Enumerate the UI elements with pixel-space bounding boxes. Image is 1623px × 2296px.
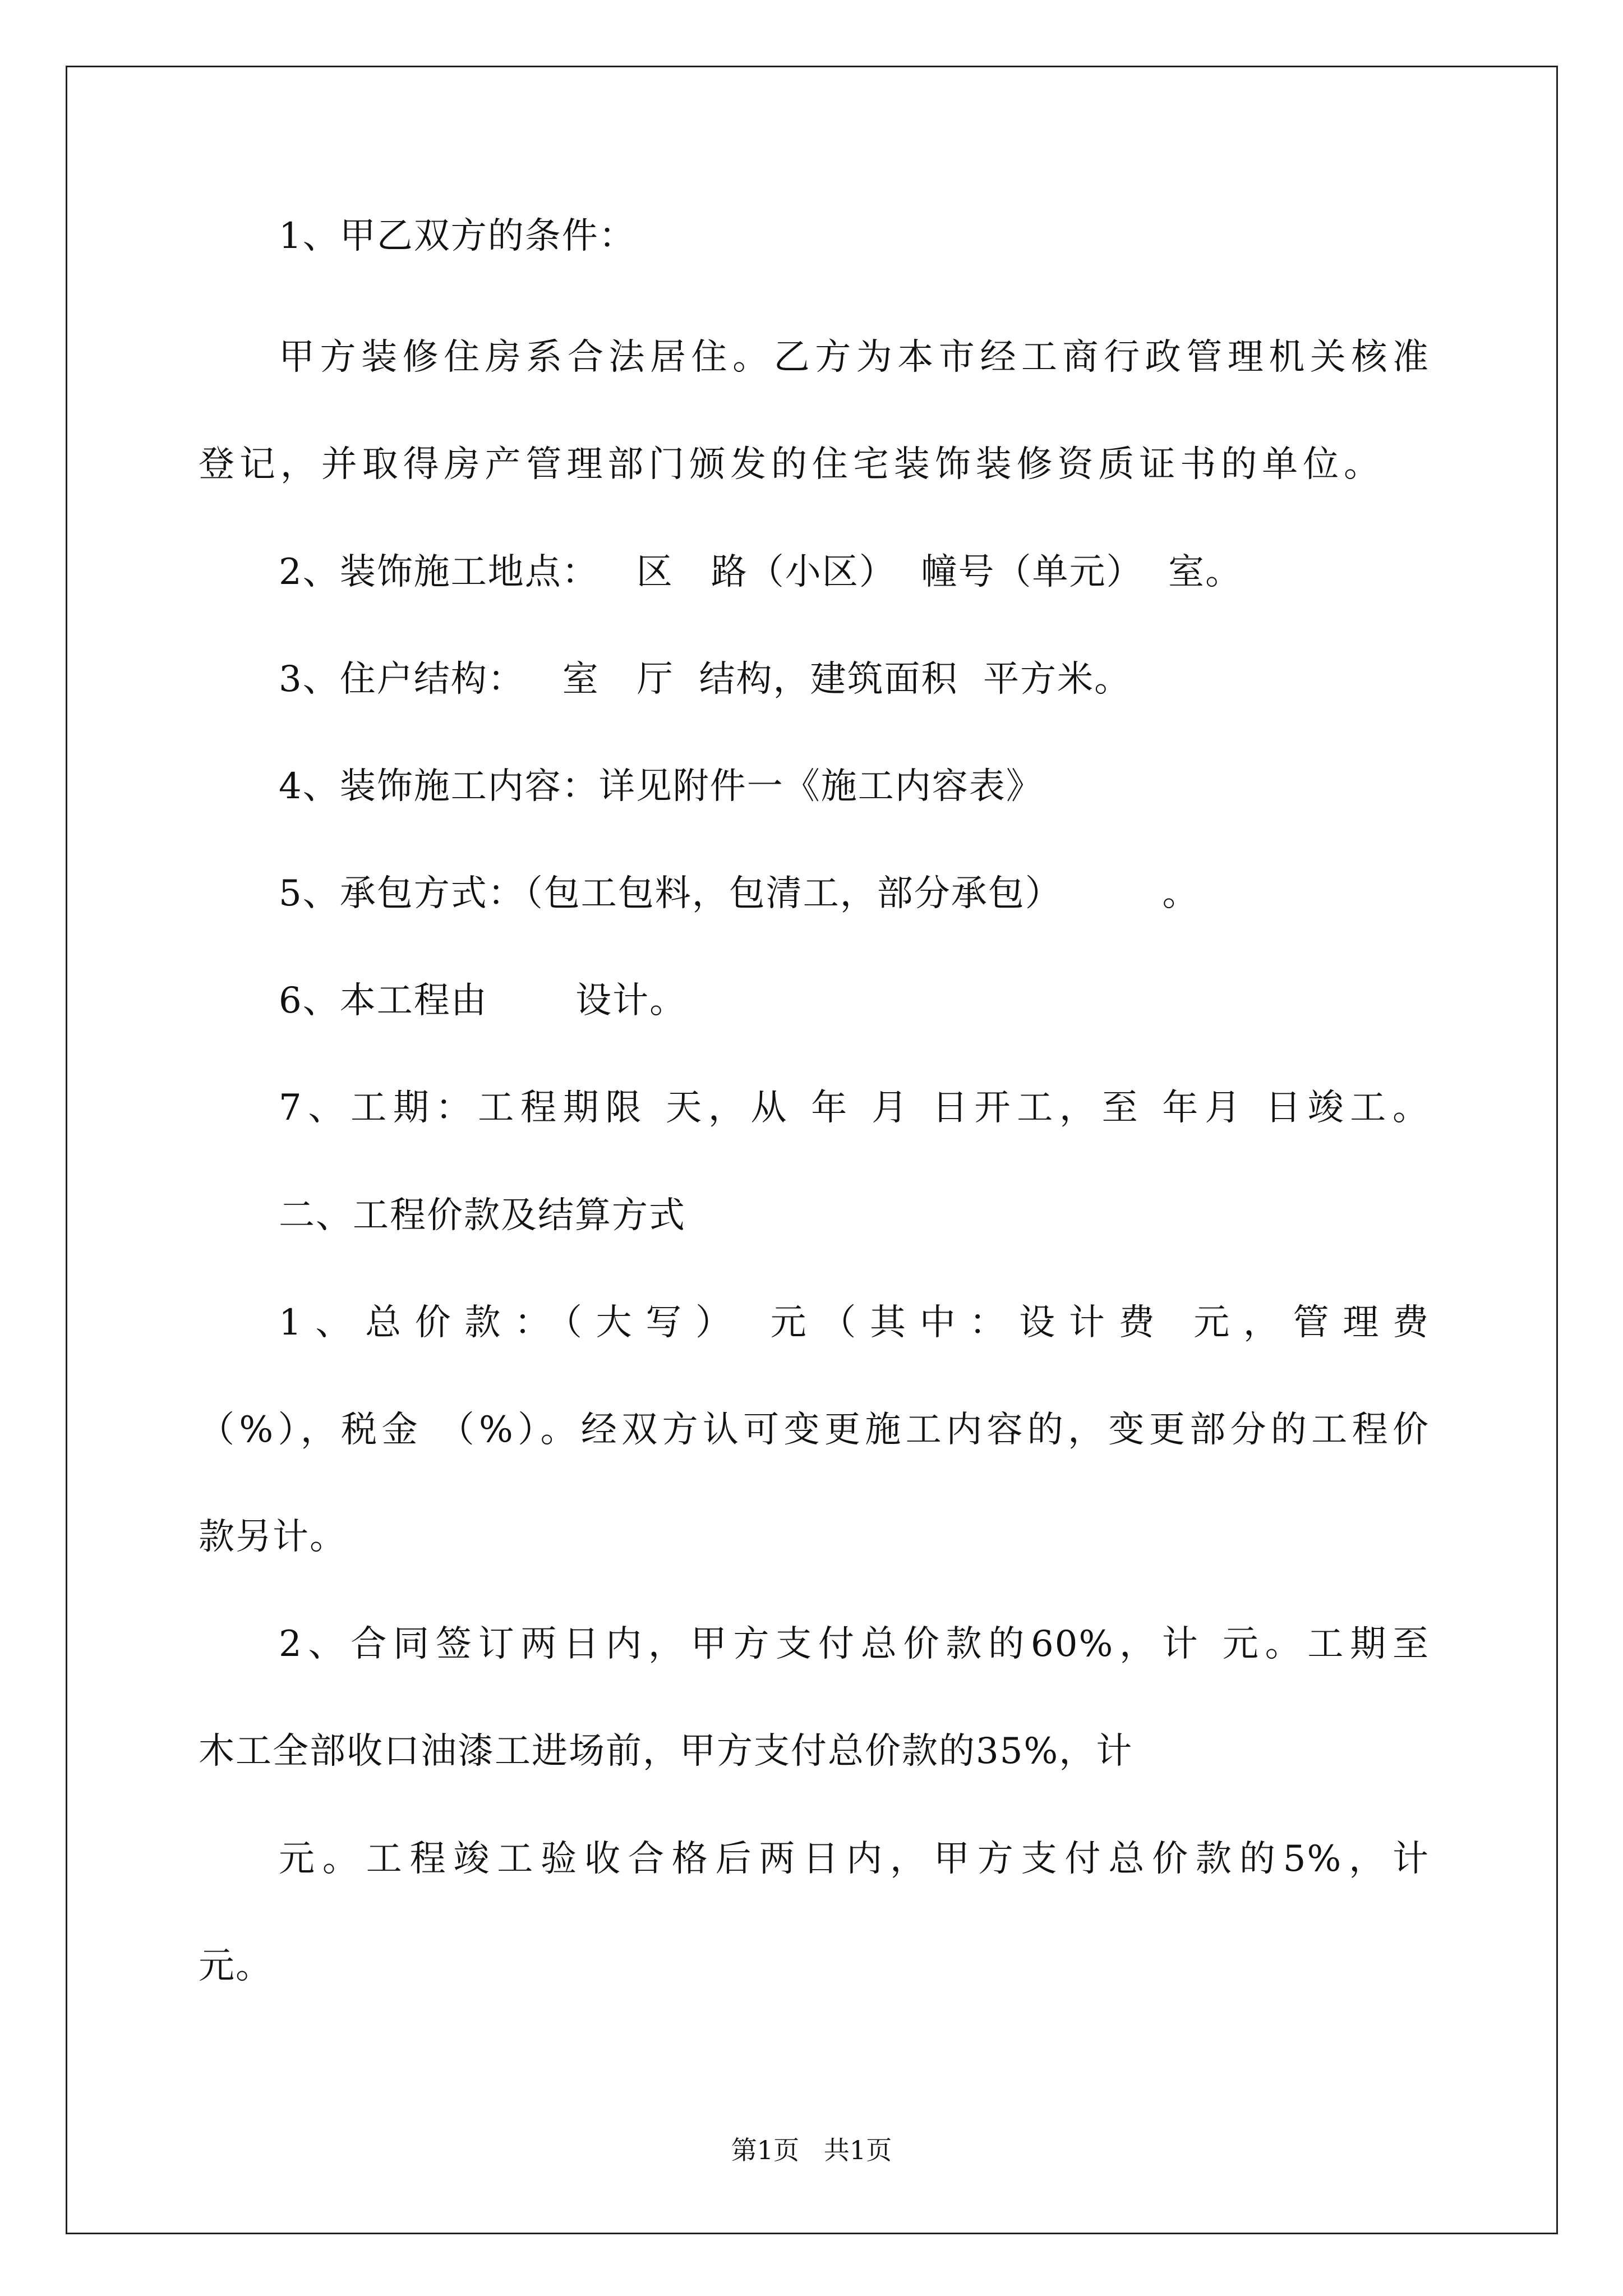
clause-3-structure: 3、住户结构： 室 厅 结构，建筑面积 平方米。 xyxy=(279,659,1132,700)
clause-4-content: 4、装饰施工内容：详见附件一《施工内容表》 xyxy=(279,766,1043,807)
price-clause-2-line-4: 元。 xyxy=(199,1945,273,1987)
price-clause-1-line-1: 1、总价款：（大写） 元（其中：设计费 元，管理费 xyxy=(279,1302,1430,1343)
clause-2-location: 2、装饰施工地点： 区 路（小区） 幢号（单元） 室。 xyxy=(279,551,1243,593)
clause-7-schedule: 7、工期：工程期限 天，从 年 月 日开工，至 年月 日竣工。 xyxy=(279,1087,1430,1129)
section-2-heading: 二、工程价款及结算方式 xyxy=(279,1195,686,1236)
page-footer: 第1页 共1页 xyxy=(731,2135,892,2165)
clause-1-body-line-1: 甲方装修住房系合法居住。乙方为本市经工商行政管理机关核准 xyxy=(279,337,1430,378)
clause-6-design: 6、本工程由 设计。 xyxy=(279,980,687,1022)
clause-5-contract-mode: 5、承包方式：（包工包料，包清工，部分承包） 。 xyxy=(279,873,1200,914)
page-border xyxy=(66,66,1558,2234)
clause-1-heading: 1、甲乙双方的条件： xyxy=(279,215,636,257)
clause-1-body-line-2: 登记，并取得房产管理部门颁发的住宅装饰装修资质证书的单位。 xyxy=(199,444,1381,485)
price-clause-1-line-2: （%），税金 （%）。经双方认可变更施工内容的，变更部分的工程价 xyxy=(199,1409,1430,1451)
price-clause-2-line-3: 元。工程竣工验收合格后两日内，甲方支付总价款的5%，计 xyxy=(279,1838,1430,1880)
price-clause-2-line-1: 2、合同签订两日内，甲方支付总价款的60%，计 元。工期至 xyxy=(279,1623,1430,1665)
price-clause-1-line-3: 款另计。 xyxy=(199,1516,347,1558)
price-clause-2-line-2: 木工全部收口油漆工进场前，甲方支付总价款的35%，计 xyxy=(199,1731,1133,1772)
